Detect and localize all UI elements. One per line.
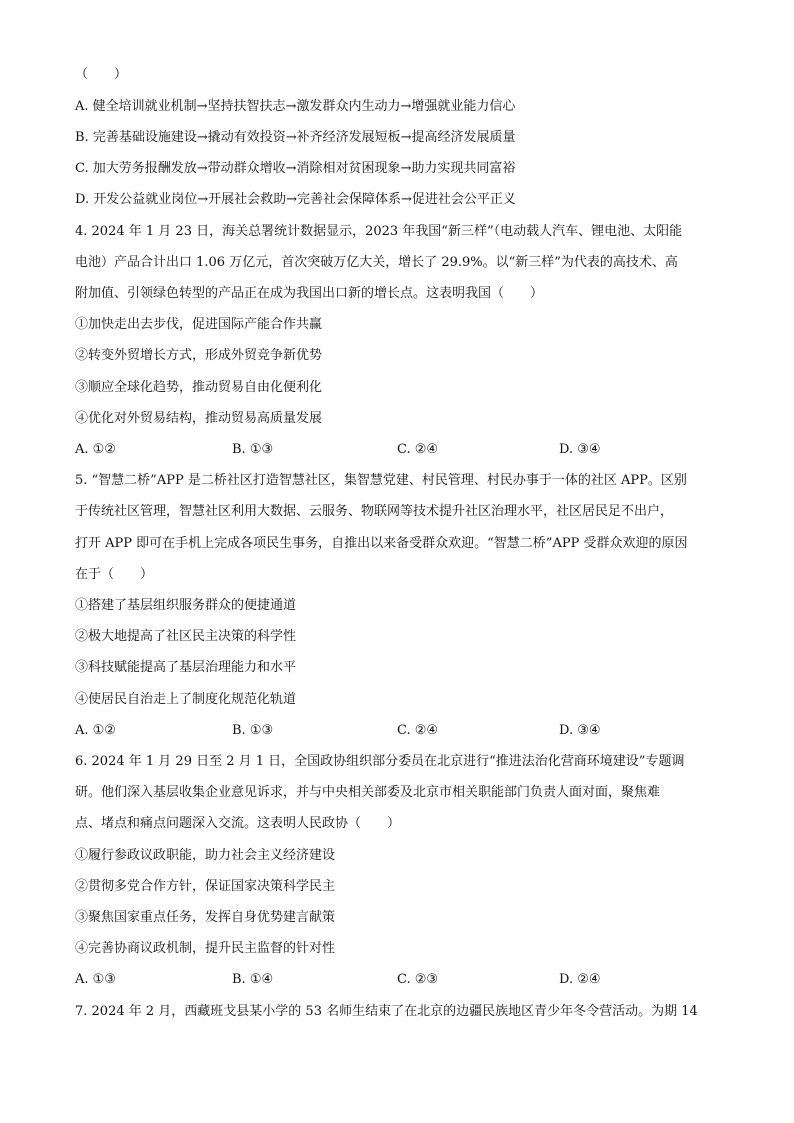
q6-choice-c: C. ②③ bbox=[397, 972, 439, 987]
q5-item-1: ①搭建了基层组织服务群众的便捷通道 bbox=[75, 598, 297, 613]
q5-item-3: ③科技赋能提高了基层治理能力和水平 bbox=[75, 660, 297, 675]
q6-item-2: ②贯彻多党合作方针，保证国家决策科学民主 bbox=[75, 879, 336, 894]
q4-item-1: ①加快走出去步伐，促进国际产能合作共赢 bbox=[75, 317, 323, 332]
q6-item-3: ③聚焦国家重点任务，发挥自身优势建言献策 bbox=[75, 910, 336, 925]
q6-stem-line-3: 点、堵点和痛点问题深入交流。这表明人民政协（ ） bbox=[75, 816, 401, 831]
q6-choice-b: B. ①④ bbox=[232, 972, 274, 987]
q4-choice-b: B. ①③ bbox=[232, 442, 274, 457]
q5-choice-c: C. ②④ bbox=[397, 723, 439, 738]
q5-stem-line-1: 5. “智慧二桥”APP 是二桥社区打造智慧社区，集智慧党建、村民管理、村民办事于一体的社区 APP。区别 bbox=[75, 473, 687, 488]
q4-choice-a: A. ①② bbox=[75, 442, 116, 457]
q3-option-d: D. 开发公益就业岗位→开展社会救助→完善社会保障体系→促进社会公平正义 bbox=[75, 192, 516, 207]
q4-item-3: ③顺应全球化趋势，推动贸易自由化便利化 bbox=[75, 380, 323, 395]
q3-option-a: A. 健全培训就业机制→坚持扶智扶志→激发群众内生动力→增强就业能力信心 bbox=[75, 99, 516, 114]
q6-item-1: ①履行参政议政职能，助力社会主义经济建设 bbox=[75, 848, 336, 863]
q4-choice-d: D. ③④ bbox=[559, 442, 601, 457]
q5-item-2: ②极大地提高了社区民主决策的科学性 bbox=[75, 629, 297, 644]
q4-stem-line-2: 电池）产品合计出口 1.06 万亿元，首次突破万亿大关，增长了 29.9%。以“新三样”为代表的高技术、高 bbox=[75, 255, 678, 270]
q3-option-b: B. 完善基础设施建设→撬动有效投资→补齐经济发展短板→提高经济发展质量 bbox=[75, 130, 516, 145]
q5-choice-a: A. ①② bbox=[75, 723, 116, 738]
q6-item-4: ④完善协商议政机制，提升民主监督的针对性 bbox=[75, 941, 336, 956]
q6-choice-a: A. ①③ bbox=[75, 972, 116, 987]
q6-stem-line-2: 研。他们深入基层收集企业意见诉求，并与中央相关部委及北京市相关职能部门负责人面对面，聚焦难 bbox=[75, 785, 661, 800]
q5-choices bbox=[75, 722, 735, 740]
q4-item-2: ②转变外贸增长方式，形成外贸竞争新优势 bbox=[75, 348, 323, 363]
q4-stem-line-3: 附加值、引领绿色转型的产品正在成为我国出口新的增长点。这表明我国（ ） bbox=[75, 286, 544, 301]
q6-stem-line-1: 6. 2024 年 1 月 29 日至 2 月 1 日，全国政协组织部分委员在北京进行“推进法治化营商环境建设”专题调 bbox=[75, 754, 685, 769]
q6-choice-d: D. ②④ bbox=[559, 972, 601, 987]
q4-choices bbox=[75, 441, 735, 459]
q5-item-4: ④使居民自治走上了制度化规范化轨道 bbox=[75, 692, 297, 707]
q5-choice-d: D. ③④ bbox=[559, 723, 601, 738]
q4-stem-line-1: 4. 2024 年 1 月 23 日，海关总署统计数据显示，2023 年我国“新三样”（电动载人汽车、锂电池、太阳能 bbox=[75, 224, 683, 239]
q3-answer-bracket: （ ） bbox=[75, 67, 128, 82]
q7-stem-line-1: 7. 2024 年 2 月，西藏班戈县某小学的 53 名师生结束了在北京的边疆民族地区青少年冬令营活动。为期 14 bbox=[75, 1004, 698, 1019]
q3-option-c: C. 加大劳务报酬发放→带动群众增收→消除相对贫困现象→助力实现共同富裕 bbox=[75, 161, 516, 176]
q5-choice-b: B. ①③ bbox=[232, 723, 274, 738]
q4-choice-c: C. ②④ bbox=[397, 442, 439, 457]
q5-stem-line-3: 打开 APP 即可在手机上完成各项民生事务，自推出以来备受群众欢迎。“智慧二桥”APP 受群众欢迎的原因 bbox=[75, 536, 688, 551]
q5-stem-line-4: 在于（ ） bbox=[75, 567, 154, 582]
q4-item-4: ④优化对外贸易结构，推动贸易高质量发展 bbox=[75, 411, 323, 426]
q5-stem-line-2: 于传统社区管理，智慧社区利用大数据、云服务、物联网等技术提升社区治理水平，社区居民足不出户， bbox=[75, 504, 674, 519]
q6-choices bbox=[75, 971, 735, 989]
